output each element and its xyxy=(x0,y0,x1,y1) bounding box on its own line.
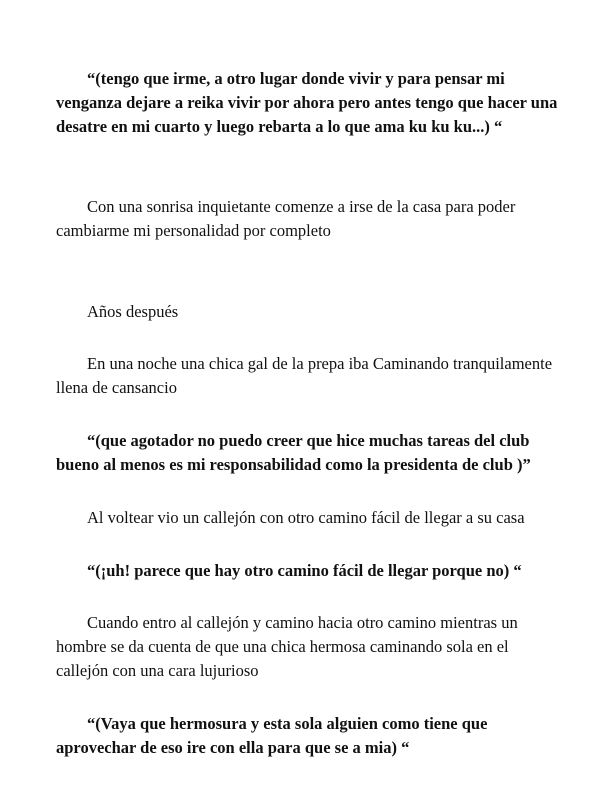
text-line: Cuando entro al callejón y camino hacia otro camino mientras un xyxy=(87,613,518,632)
dialogue-paragraph xyxy=(56,712,566,760)
dialogue-paragraph xyxy=(56,559,566,583)
text-line: “(¡uh! parece que hay otro camino fácil de llegar porque no) “ xyxy=(87,561,522,580)
text-line: Años después xyxy=(87,302,179,321)
text-line: hombre se da cuenta de que una chica hermosa caminando sola en el xyxy=(56,637,509,656)
text-line: cambiarme mi personalidad por completo xyxy=(56,221,331,240)
text-line: “(Vaya que hermosura y esta sola alguien como tiene que xyxy=(87,714,488,733)
text-line: Con una sonrisa inquietante comenze a irse de la casa para poder xyxy=(87,197,516,216)
dialogue-paragraph xyxy=(56,67,566,139)
text-line: “(tengo que irme, a otro lugar donde vivir y para pensar mi xyxy=(87,69,505,88)
dialogue-paragraph xyxy=(56,429,566,477)
narrative-paragraph xyxy=(56,195,566,243)
text-line: desatre en mi cuarto y luego rebarta a lo que ama ku ku ku...) “ xyxy=(56,117,503,136)
text-line: Al voltear vio un callejón con otro camino fácil de llegar a su casa xyxy=(87,508,525,527)
text-line: bueno al menos es mi responsabilidad como la presidenta de club )” xyxy=(56,455,531,474)
text-line: venganza dejare a reika vivir por ahora pero antes tengo que hacer una xyxy=(56,93,558,112)
narrative-paragraph xyxy=(56,611,566,683)
text-line: llena de cansancio xyxy=(56,378,177,397)
text-line: “(que agotador no puedo creer que hice muchas tareas del club xyxy=(87,431,530,450)
text-line: callejón con una cara lujurioso xyxy=(56,661,259,680)
narrative-paragraph xyxy=(56,506,566,530)
scene-break-paragraph xyxy=(56,300,566,324)
text-line: aprovechar de eso ire con ella para que se a mia) “ xyxy=(56,738,410,757)
text-line: En una noche una chica gal de la prepa iba Caminando tranquilamente xyxy=(87,354,553,373)
narrative-paragraph xyxy=(56,352,566,400)
